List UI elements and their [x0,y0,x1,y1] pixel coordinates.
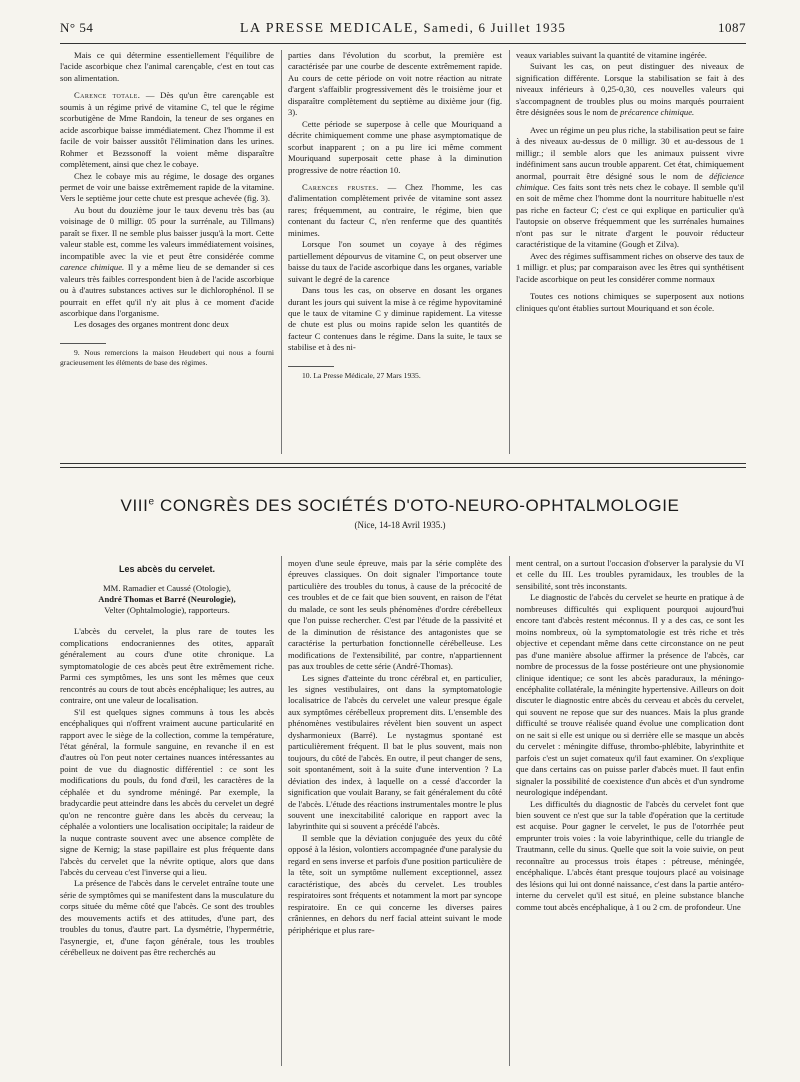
issue-date: Samedi, 6 Juillet 1935 [423,20,567,35]
footnote-rule [288,366,334,367]
page-header [60,20,746,42]
paragraph: L'abcès du cervelet, la plus rare de toutes les complications endocraniennes des otites, apparaît généralement au cours d'une otite chronique. La symptomatologie de ces abcès peut être extrêmement riche. Parmi ces symptômes, les uns sont les mêmes que ceux rencontrés au cours de tout abcès encéphalique; les autres, au contraire, ont une valeur de localisation. [60,626,274,706]
paragraph: Le diagnostic de l'abcès du cervelet se heurte en pratique à de nombreuses difficultés qui expliquent pourquoi aujourd'hui encore tant d'abcès restent méconnus. Il y a des cas, ce sont les moins nombreux, où la symptomatologie est très riche et très objective et cependant même dans cette circonstance on ne peut pas d'une manière absolue affirmer la présence de l'abcès, car nombre de processus de la fosse postérieure ont une physionomie clinique identique; ce sont les abcès paraduraux, la méningo-encéphalite collatérale, la méningite hypertensive. Ailleurs on doit discuter le diagnostic entre abcès du cerveau et abcès du cervelet, qui souvent ne repose que sur des nuances. Mais la plus grande difficulté se trouve réalisée quand évolue une complication dont on ne sait si elle est unique ou si derrière elle se masque un abcès du cervelet : méningite diffuse, thrombo-phlébite, labyrinthite et parfois c'est un sujet comateux qu'il faut examiner. On s'explique que dans certains cas on puisse parler d'abcès muet. Il faut enfin signaler la possibilité de coexistence d'un abcès et d'un syndrome neurologique indépendant. [516,592,744,798]
paragraph: Les dosages des organes montrent donc deux [74,319,229,330]
section-rule [60,463,746,464]
bottom-column-1 [60,560,274,959]
article-authors: MM. Ramadier et Caussé (Otologie), André Thomas et Barré (Neurologie), Velter (Ophtalmologie), rapporteurs. [98,583,236,616]
congress-subtitle: (Nice, 14-18 Avril 1935.) [354,520,446,530]
column-divider [509,556,510,1066]
section-rule [60,467,746,468]
footnote: 10. La Presse Médicale, 27 Mars 1935. [302,370,421,380]
section-label: Carences frustes. [302,181,379,192]
paragraph: La présence de l'abcès dans le cervelet entraîne toute une série de symptômes qui se manifestent dans la musculature du corps située du même côté que l'abcès. Ce sont des troubles des mouvements actifs et des attitudes, d'une part, des troubles du tonus, d'autre part. La dysmétrie, l'hypermétrie, l'asynergie, et, d'une façon générale, tous les troubles cérébelleux ne doivent pas être recherchés au [60,878,274,958]
page-number: 1087 [718,20,746,35]
paragraph: veaux variables suivant la quantité de vitamine ingérée. [516,50,707,60]
paragraph: S'il est quelques signes communs à tous les abcès encéphaliques qui n'offrent vraiment aucune particularité en rapport avec le siège de la collection, comme la température, l'état général, la formule sanguine, en revanche il en est d'autres où l'on peut noter certaines nuances intéressantes au point de vue du diagnostic différentiel : ce sont les modifications du pouls, du fond d'œil, les caractères de la céphalée et du syndrome méningé. Par exemple, la bradycardie peut atteindre dans les abcès du cervelet un degré qu'on ne rencontre guère dans les abcès du cerveau; la céphalée a volontiers une localisation occipitale; la raideur de la nuque contraste souvent avec une absence complète de signe de Kernig; la stase papillaire est plus fréquente dans l'abcès du cervelet que la névrite optique, alors que dans l'abcès du cerveau c'est l'inverse qui a lieu. [60,706,274,877]
paragraph: Suivant les cas, on peut distinguer des niveaux de signification différente. Lorsque la stabilisation se fait à des niveaux inférieurs à 0,25-0,30, ces nouvelles valeurs qui s'accompagnent de troubles plus ou moins marqués pourraient être désignées sous le nom de précarence chimique. [516,61,744,118]
paragraph: Cette période se superpose à celle que Mouriquand a décrite chimiquement comme une phase asymptomatique de scorbut inapparent ; on a pu lire ici même comment Mouriquand superposait cette phase à la diminution progressive de notre réaction 10. [288,118,502,175]
paragraph: Lorsque l'on soumet un coyaye à des régimes partiellement dépourvus de vitamine C, on peut observer une baisse du taux de l'acide ascorbique dans les organes, variable suivant le degré de la carence [288,239,502,284]
paragraph: Il semble que la déviation conjuguée des yeux du côté opposé à la lésion, volontiers accompagnée d'une paralysie du regard en sens inverse et parfois d'une position particulière de la tête, soit un symptôme nullement exceptionnel, assez caractéristique, des abcès du cervelet. Les troubles respiratoires sont fréquents et notamment la mort par syncope respiratoire. En ce qui concerne les diverses paires crâniennes, en dehors du nerf facial atteint suivant le mode périphérique et plus rare- [288,832,502,935]
section-label: Carence totale. [74,90,141,101]
top-column-1 [60,50,274,367]
bottom-column-2 [288,558,502,936]
article-title: Les abcès du cervelet. [118,564,216,574]
paragraph: moyen d'une seule épreuve, mais par la série complète des épreuves classiques. On doit signaler l'importance toute particulière des troubles du tonus, à cause de la précocité de ces troubles et de ce fait que bien souvent, en raison de l'état du malade, ce sont les seuls phénomènes d'ordre cérébelleux que l'on puisse rechercher. C'est par l'étude de la passivité et de la diminution de résistance des antagonistes que se caractérise la perturbation fonctionnelle cérébelleuse. Les modifications de l'extensibilité, par contre, n'appartiennent pas aux troubles de cette série (André-Thomas). [288,558,502,672]
paragraph: Carence totale. — Dès qu'un être carençable est soumis à un régime privé de vitamine C, tel que le régime scorbutigène de Mme Randoin, la teneur de ses organes en acide ascorbique baisse immédiatement. Chez l'homme il est facile de voir baisser aussitôt l'élimination dans les urines. Rohmer et Bezssonoff la voient même disparaître complètement, ainsi que chez le cobaye. [60,90,274,170]
paragraph: Chez le cobaye mis au régime, le dosage des organes permet de voir une baisse extrêmement rapide de la vitamine. Vers le septième jour cette chute est presque achevée (fig. 3). [60,170,274,204]
footnote: 9. Nous remercions la maison Heudebert qui nous a fourni gracieusement les éléments de base des régimes. [60,347,274,367]
column-divider [281,50,282,454]
issue-number: N° 54 [60,20,94,35]
column-divider [281,556,282,1066]
paragraph: parties dans l'évolution du scorbut, la première est caractérisée par une courbe de descente extrêmement rapide. Au cours de cette période on voit notre réaction au nitrate d'argent s'affaiblir progressivement dès le troisième jour et disparaître complètement du septième au dixième jour (fig. 3). [288,50,502,118]
top-column-2 [288,50,502,381]
paragraph: Au bout du douzième jour le taux devenu très bas (au voisinage de 0 milligr. 05 pour la surrénale, au Tillmans) paraît se fixer. Il ne semble plus baisser jusqu'à la mort. Cette valeur stable est, comme les valeurs immédiatement voisines, incompatible avec la vie et peut être considérée comme carence chimique. Il y a même lieu de se demander si ces valeurs très faibles correspondent bien à de l'acide ascorbique ou à d'autres substances actives sur le dichlorophénol. Il se pourrait en effet qu'il n'y ait plus à ce moment d'acide ascorbique dans l'organisme. [60,204,274,318]
paragraph: Avec des régimes suffisamment riches on observe des taux de 1 milligr. et plus; par comparaison avec les êtres qui synthétisent l'acide ascorbique on peut les considérer comme normaux [516,250,744,284]
footnote-rule [60,343,106,344]
paragraph: Les signes d'atteinte du tronc cérébral et, en particulier, les signes vestibulaires, ont dans la symptomatologie localisatrice de l'abcès du cervelet une valeur presque égale aux symptômes cérébelleux proprement dits. L'ensemble des phénomènes vestibulaires révèlent bien souvent un aspect dysharmonieux (Barré). Le nystagmus spontané est particulièrement fréquent. Il bat le plus souvent, mais non toujours, du côté de l'abcès. En outre, il peut changer de sens, soit spontanément, soit à la suite d'une intervention ? La déviation des index, à laquelle on a cessé d'accorder la signification que voulait Barany, se fait généralement du côté de l'abcès. L'étude des réactions instrumentales montre le plus souvent une inexcitabilité calorique en rapport avec la labyrinthite qui si souvent a précédé l'abcès. [288,672,502,832]
paragraph: Dans tous les cas, on observe en dosant les organes durant les jours qui suivent la mise à ce régime hypovitaminé que le taux de vitamine C y diminue rapidement. La vitesse de chute est plus ou moins rapide selon les quantités de facteur C contenues dans le régime. Dans la suite, le taux se stabilise et à des ni- [288,285,502,353]
paragraph: Avec un régime un peu plus riche, la stabilisation peut se faire à des niveaux au-dessus de 0 milligr. 30 et au-dessous de 1 milligr.; il semble alors que les animaux puissent vivre indéfiniment sans aucun trouble apparent. Cet état, chimiquement anormal, pourrait être désigné sous le nom de déficience chimique. Ces faits sont très nets chez le cobaye. Il semble qu'il en soit de même chez l'homme dont la nourriture habituelle n'est pas riche en facteur C; c'est ce qui explique en particulier qu'à l'autopsie on observe fréquemment que les surrénales humaines n'ont pas sur le nitrate d'argent le pouvoir réducteur caractéristique de la vitamine (Gough et Zilva). [516,124,744,250]
bottom-column-3 [516,558,744,913]
journal-name: LA PRESSE MEDICALE, [239,21,419,36]
top-column-3 [516,50,744,314]
paragraph: Mais ce qui détermine essentiellement l'équilibre de l'acide ascorbique chez l'animal carençable, c'est en tout cas son alimentation. [60,50,274,83]
paragraph: ment central, on a surtout l'occasion d'observer la paralysie du VI et celle du III. Les troubles pyramidaux, les troubles de la sensibilité, sont très inconstants. [516,558,744,591]
header-rule [60,43,746,44]
column-divider [509,50,510,454]
journal-title [150,20,656,37]
paragraph: Toutes ces notions chimiques se superposent aux notions cliniques qu'ont établies surtout Mouriquand et son école. [516,291,744,313]
congress-title: VIIIe CONGRÈS DES SOCIÉTÉS D'OTO-NEURO-OPHTALMOLOGIE [120,496,680,515]
paragraph: Les difficultés du diagnostic de l'abcès du cervelet font que bien souvent ce n'est que sur la table d'opération que la certitude est acquise. Pour gagner le cervelet, le pus de l'otorrhée peut emprunter trois voies : la voie labyrinthique, celle du triangle de Trautmann, celle du sinus. Quelle que soit la voie suivie, on peut reconnaître au processus trois étapes : pétreuse, méningée, encéphalique. L'abcès étant presque toujours placé au voisinage des lésions qui lui ont donné naissance, c'est dans la partie antéro-interne du cervelet qu'il est situé, en pleine substance blanche comme tout abcès encéphalique, à 1 ou 2 cm. de profondeur. Une [516,798,744,912]
paragraph: Carences frustes. — Chez l'homme, les cas d'alimentation complètement privée de vitamine sont assez rares; fréquemment, au contraire, le régime, bien que contenant du facteur C, n'en renferme que des quantités minimes. [288,181,502,238]
